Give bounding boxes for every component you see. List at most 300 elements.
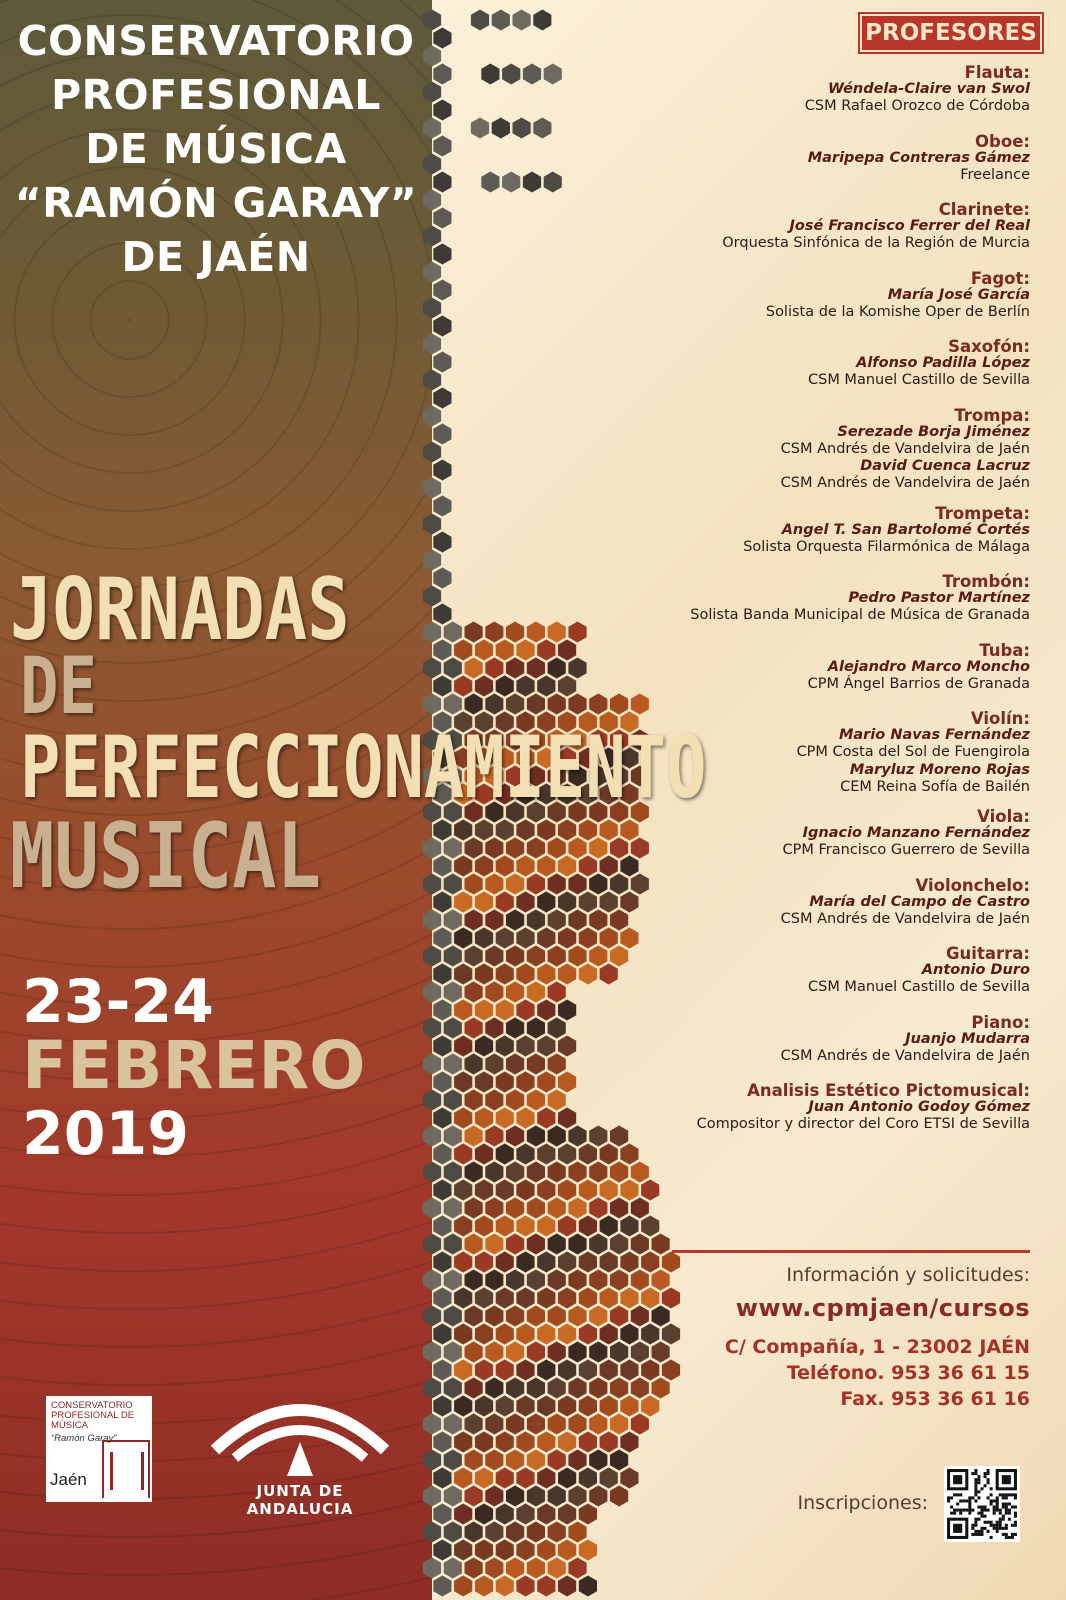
mosaic-hexagon [516,1432,534,1453]
mosaic-hexagon [527,1522,545,1543]
qr-code-icon[interactable] [944,1466,1020,1542]
mosaic-hexagon [444,1378,462,1399]
mosaic-hexagon [423,1270,441,1291]
mosaic-hexagon [475,1144,493,1165]
mosaic-hexagon [423,1450,441,1471]
mosaic-hexagon [533,118,551,139]
teacher-name: Juan Antonio Godoy Gómez [808,1099,1030,1115]
mosaic-hexagon [465,694,483,715]
mosaic-hexagon [544,64,562,85]
mosaic-hexagon [558,1468,576,1489]
mosaic-hexagon [433,1180,451,1201]
mosaic-hexagon [475,1072,493,1093]
teacher-institution: Solista Orquesta Filarmónica de Málaga [743,538,1030,555]
date-month: FEBRERO [22,1027,366,1104]
mosaic-hexagon [423,946,441,967]
mosaic-hexagon [527,1198,545,1219]
mosaic-hexagon [475,1396,493,1417]
profesor-group [630,338,1030,390]
mosaic-hexagon [423,118,441,139]
mosaic-hexagon [423,262,441,283]
mosaic-hexagon [568,1378,586,1399]
mosaic-hexagon [558,1324,576,1345]
mosaic-hexagon [423,1018,441,1039]
mosaic-hexagon [537,676,555,697]
mosaic-hexagon [506,622,524,643]
mosaic-hexagon [465,1342,483,1363]
mosaic-hexagon [433,1432,451,1453]
mosaic-hexagon [548,658,566,679]
mosaic-hexagon [465,874,483,895]
mosaic-hexagon [433,640,451,661]
mosaic-hexagon [423,1162,441,1183]
mosaic-hexagon [454,856,472,877]
school-title [10,14,422,284]
mosaic-hexagon [523,64,541,85]
mosaic-hexagon [485,1558,503,1579]
mosaic-hexagon [527,1234,545,1255]
mosaic-hexagon [579,1324,597,1345]
mosaic-hexagon [423,1234,441,1255]
mosaic-hexagon [527,910,545,931]
instrument-label: Guitarra: [946,944,1030,963]
mosaic-hexagon [423,658,441,679]
mosaic-hexagon [568,1126,586,1147]
mosaic-hexagon [548,1342,566,1363]
mosaic-hexagon [465,1018,483,1039]
mosaic-hexagon [454,640,472,661]
logo-text-line: CONSERVATORIO [51,1400,133,1411]
mosaic-hexagon [600,892,618,913]
mosaic-hexagon [465,1090,483,1111]
mosaic-hexagon [568,694,586,715]
mosaic-hexagon [589,1378,607,1399]
school-title-line: PROFESIONAL [51,71,381,119]
mosaic-hexagon [506,1018,524,1039]
mosaic-hexagon [579,1252,597,1273]
mosaic-hexagon [423,1486,441,1507]
mosaic-hexagon [537,1144,555,1165]
mosaic-hexagon [652,1234,670,1255]
mosaic-hexagon [444,910,462,931]
teacher-institution: Compositor y director del Coro ETSI de Sevilla [696,1116,1030,1132]
mosaic-hexagon [433,532,451,553]
mosaic-hexagon [496,1252,514,1273]
mosaic-hexagon [496,1576,514,1597]
mosaic-hexagon [485,1414,503,1435]
mosaic-hexagon [433,1468,451,1489]
mosaic-hexagon [485,1090,503,1111]
inscripciones-label: Inscripciones: [797,1492,928,1514]
mosaic-hexagon [537,820,555,841]
mosaic-hexagon [485,1198,503,1219]
teacher-name: Wéndela-Claire van Swol [828,81,1030,97]
mosaic-hexagon [589,874,607,895]
mosaic-hexagon [506,1198,524,1219]
profesores-list [630,64,1030,1151]
mosaic-hexagon [513,10,531,31]
mosaic-hexagon [433,100,451,121]
mosaic-hexagon [475,1108,493,1129]
mosaic-hexagon [527,1126,545,1147]
mosaic-hexagon [465,838,483,859]
logo-text [51,1401,151,1444]
mosaic-hexagon [589,838,607,859]
mosaic-hexagon [641,1360,659,1381]
mosaic-hexagon [475,1432,493,1453]
info-address: C/ Compañía, 1 - 23002 JAÉN [724,1336,1030,1358]
mosaic-hexagon [433,1576,451,1597]
mosaic-hexagon [475,1180,493,1201]
mosaic-hexagon [506,838,524,859]
teacher-name: Mario Navas Fernández [838,727,1030,743]
mosaic-hexagon [516,928,534,949]
mosaic-hexagon [610,1270,628,1291]
mosaic-hexagon [652,1270,670,1291]
mosaic-hexagon [433,1252,451,1273]
mosaic-hexagon [433,1324,451,1345]
mosaic-hexagon [423,1342,441,1363]
mosaic-hexagon [475,1468,493,1489]
mosaic-hexagon [579,1432,597,1453]
mosaic-hexagon [444,874,462,895]
instrument-label: Saxofón: [948,337,1030,356]
building-icon [102,1440,150,1498]
mosaic-hexagon [548,838,566,859]
info-fax: Fax. 953 36 61 16 [840,1388,1030,1410]
mosaic-hexagon [516,1288,534,1309]
mosaic-hexagon [568,874,586,895]
mosaic-hexagon [454,1108,472,1129]
mosaic-hexagon [454,1540,472,1561]
mosaic-hexagon [454,820,472,841]
mosaic-hexagon [610,946,628,967]
mosaic-hexagon [485,1486,503,1507]
mosaic-hexagon [485,1378,503,1399]
mosaic-hexagon [589,1486,607,1507]
mosaic-hexagon [600,856,618,877]
mosaic-hexagon [579,1216,597,1237]
mosaic-hexagon [537,1504,555,1525]
school-title-line: DE MÚSICA [85,125,347,173]
mosaic-hexagon [544,172,562,193]
mosaic-hexagon [475,1360,493,1381]
mosaic-hexagon [548,1234,566,1255]
mosaic-hexagon [433,388,451,409]
mosaic-hexagon [444,1270,462,1291]
mosaic-hexagon [506,1378,524,1399]
school-title-line: “RAMÓN GARAY” [14,179,418,227]
mosaic-hexagon [444,1234,462,1255]
mosaic-hexagon [579,892,597,913]
instrument-label: Trombón: [942,572,1030,591]
mosaic-hexagon [465,622,483,643]
mosaic-hexagon [589,694,607,715]
mosaic-hexagon [662,1360,680,1381]
mosaic-hexagon [641,1216,659,1237]
mosaic-hexagon [537,1324,555,1345]
mosaic-hexagon [579,964,597,985]
mosaic-hexagon [558,1360,576,1381]
mosaic-hexagon [465,1054,483,1075]
teacher-name: Pedro Pastor Martínez [848,590,1030,606]
mosaic-hexagon [548,1522,566,1543]
mosaic-hexagon [423,622,441,643]
mosaic-hexagon [444,982,462,1003]
mosaic-hexagon [423,226,441,247]
mosaic-hexagon [475,820,493,841]
mosaic-hexagon [475,676,493,697]
mosaic-hexagon [641,1288,659,1309]
mosaic-hexagon [516,820,534,841]
mosaic-hexagon [444,658,462,679]
mosaic-hexagon [496,1108,514,1129]
mosaic-hexagon [485,946,503,967]
mosaic-hexagon [423,334,441,355]
teacher-name: Alfonso Padilla López [856,355,1030,371]
mosaic-hexagon [579,856,597,877]
mosaic-hexagon [475,1540,493,1561]
mosaic-hexagon [579,1360,597,1381]
mosaic-hexagon [496,1036,514,1057]
mosaic-hexagon [537,856,555,877]
mosaic-hexagon [423,910,441,931]
mosaic-hexagon [496,892,514,913]
mosaic-hexagon [465,1162,483,1183]
mosaic-hexagon [579,1540,597,1561]
mosaic-hexagon [433,1396,451,1417]
mosaic-hexagon [465,1414,483,1435]
mosaic-hexagon [548,1270,566,1291]
mosaic-hexagon [631,1162,649,1183]
mosaic-hexagon [610,1198,628,1219]
profesor-group [630,505,1030,557]
teacher-name: Antonio Duro [921,962,1030,978]
mosaic-hexagon [506,946,524,967]
mosaic-hexagon [558,1036,576,1057]
mosaic-hexagon [537,1540,555,1561]
mosaic-hexagon [548,1162,566,1183]
junta-andalucia-label: JUNTA DE ANDALUCIA [246,1482,354,1518]
info-divider [672,1250,1030,1253]
mosaic-hexagon [433,460,451,481]
teacher-name: Serezade Borja Jiménez [837,423,1030,440]
mosaic-hexagon [620,1360,638,1381]
mosaic-hexagon [485,694,503,715]
mosaic-hexagon [454,1468,472,1489]
event-title-line: DE [20,642,98,732]
mosaic-hexagon [600,1468,618,1489]
mosaic-hexagon [548,622,566,643]
mosaic-hexagon [423,370,441,391]
mosaic-hexagon [433,172,451,193]
mosaic-hexagon [589,1450,607,1471]
mosaic-hexagon [568,838,586,859]
profesor-group [630,945,1030,997]
mosaic-hexagon [558,1144,576,1165]
mosaic-hexagon [589,1306,607,1327]
mosaic-hexagon [454,1396,472,1417]
mosaic-hexagon [537,1036,555,1057]
mosaic-hexagon [433,1000,451,1021]
mosaic-hexagon [465,1198,483,1219]
mosaic-hexagon [610,874,628,895]
mosaic-hexagon [548,1126,566,1147]
mosaic-hexagon [620,1288,638,1309]
mosaic-hexagon [423,1378,441,1399]
mosaic-hexagon [444,1018,462,1039]
mosaic-hexagon [475,1036,493,1057]
mosaic-hexagon [496,640,514,661]
mosaic-hexagon [465,1270,483,1291]
mosaic-hexagon [423,1126,441,1147]
event-date [22,967,366,1169]
mosaic-hexagon [600,1396,618,1417]
mosaic-hexagon [631,1306,649,1327]
teacher-institution: CSM Andrés de Vandelvira de Jaén [780,910,1030,927]
mosaic-hexagon [537,1108,555,1129]
mosaic-hexagon [506,1486,524,1507]
mosaic-hexagon [454,1216,472,1237]
mosaic-hexagon [589,1126,607,1147]
mosaic-hexagon [485,838,503,859]
mosaic-hexagon [558,1216,576,1237]
mosaic-hexagon [475,1000,493,1021]
mosaic-hexagon [537,892,555,913]
mosaic-hexagon [579,1180,597,1201]
mosaic-hexagon [537,1468,555,1489]
mosaic-hexagon [423,586,441,607]
profesores-heading: PROFESORES [860,14,1042,52]
mosaic-hexagon [423,1558,441,1579]
teacher-name: Ignacio Manzano Fernández [802,825,1030,841]
mosaic-hexagon [496,1180,514,1201]
mosaic-hexagon [568,910,586,931]
mosaic-hexagon [537,1360,555,1381]
mosaic-hexagon [558,964,576,985]
mosaic-hexagon [444,1342,462,1363]
mosaic-hexagon [485,1522,503,1543]
mosaic-hexagon [600,1288,618,1309]
mosaic-hexagon [527,1270,545,1291]
mosaic-hexagon [485,982,503,1003]
mosaic-hexagon [516,1000,534,1021]
mosaic-hexagon [423,694,441,715]
profesor-group [630,1082,1030,1134]
instrument-label: Oboe: [975,131,1030,151]
mosaic-hexagon [502,64,520,85]
mosaic-hexagon [610,838,628,859]
logo-text-line: MÚSICA [51,1420,88,1431]
mosaic-hexagon [610,1486,628,1507]
mosaic-hexagon [506,1054,524,1075]
mosaic-hexagon [548,1486,566,1507]
mosaic-hexagon [423,10,441,31]
mosaic-hexagon [433,676,451,697]
mosaic-hexagon [454,1180,472,1201]
mosaic-hexagon [548,874,566,895]
mosaic-hexagon [527,1378,545,1399]
mosaic-hexagon [589,1270,607,1291]
mosaic-hexagon [423,298,441,319]
mosaic-hexagon [513,118,531,139]
profesor-group [630,877,1030,929]
mosaic-hexagon [516,1468,534,1489]
event-title-line: MUSICAL [10,804,322,909]
mosaic-hexagon [423,1414,441,1435]
teacher-institution: Solista Banda Municipal de Música de Granada [690,607,1030,623]
mosaic-hexagon [433,244,451,265]
info-label: Información y solicitudes: [786,1264,1030,1286]
mosaic-hexagon [506,1342,524,1363]
mosaic-hexagon [496,1216,514,1237]
mosaic-hexagon [475,928,493,949]
mosaic-hexagon [589,1342,607,1363]
mosaic-hexagon [485,1306,503,1327]
mosaic-hexagon [454,928,472,949]
mosaic-hexagon [579,928,597,949]
mosaic-hexagon [423,1090,441,1111]
event-title-line: PERFECCIONAMIENTO [20,718,707,818]
mosaic-hexagon [610,1450,628,1471]
mosaic-hexagon [548,1306,566,1327]
mosaic-hexagon [444,1486,462,1507]
mosaic-hexagon [496,1540,514,1561]
mosaic-hexagon [527,1450,545,1471]
conservatorio-logo [46,1396,152,1502]
mosaic-hexagon [548,1414,566,1435]
mosaic-hexagon [485,622,503,643]
teacher-institution: Orquesta Sinfónica de la Región de Murcia [722,235,1030,251]
mosaic-hexagon [516,1036,534,1057]
mosaic-hexagon [527,1342,545,1363]
teacher-institution: CPM Costa del Sol de Fuengirola [796,744,1030,760]
mosaic-hexagon [631,1378,649,1399]
mosaic-hexagon [527,694,545,715]
instrument-label: Flauta: [964,63,1030,82]
mosaic-hexagon [610,1414,628,1435]
mosaic-hexagon [465,946,483,967]
mosaic-hexagon [537,1072,555,1093]
teacher-name: Juanjo Mudarra [905,1030,1030,1047]
mosaic-hexagon [558,1180,576,1201]
mosaic-hexagon [444,1450,462,1471]
mosaic-hexagon [558,1288,576,1309]
mosaic-hexagon [600,928,618,949]
mosaic-hexagon [568,1342,586,1363]
mosaic-hexagon [568,622,586,643]
school-title-line: CONSERVATORIO [17,17,415,65]
mosaic-hexagon [527,1162,545,1183]
mosaic-hexagon [641,1252,659,1273]
mosaic-hexagon [475,1504,493,1525]
instrument-label: Trompeta: [935,503,1030,523]
mosaic-hexagon [589,910,607,931]
mosaic-hexagon [423,1522,441,1543]
mosaic-hexagon [548,1090,566,1111]
mosaic-hexagon [600,1180,618,1201]
profesor-group [630,407,1030,493]
teacher-institution: CSM Andrés de Vandelvira de Jaén [780,1047,1030,1064]
date-days: 23-24 [22,967,214,1037]
mosaic-hexagon [548,1558,566,1579]
mosaic-hexagon [465,1558,483,1579]
mosaic-hexagon [620,1180,638,1201]
logo-text-line: “Ramón Garay” [51,1433,117,1444]
teacher-name: María del Campo de Castro [809,893,1030,910]
info-url-link[interactable]: www.cpmjaen/cursos [735,1294,1030,1322]
mosaic-hexagon [620,1324,638,1345]
